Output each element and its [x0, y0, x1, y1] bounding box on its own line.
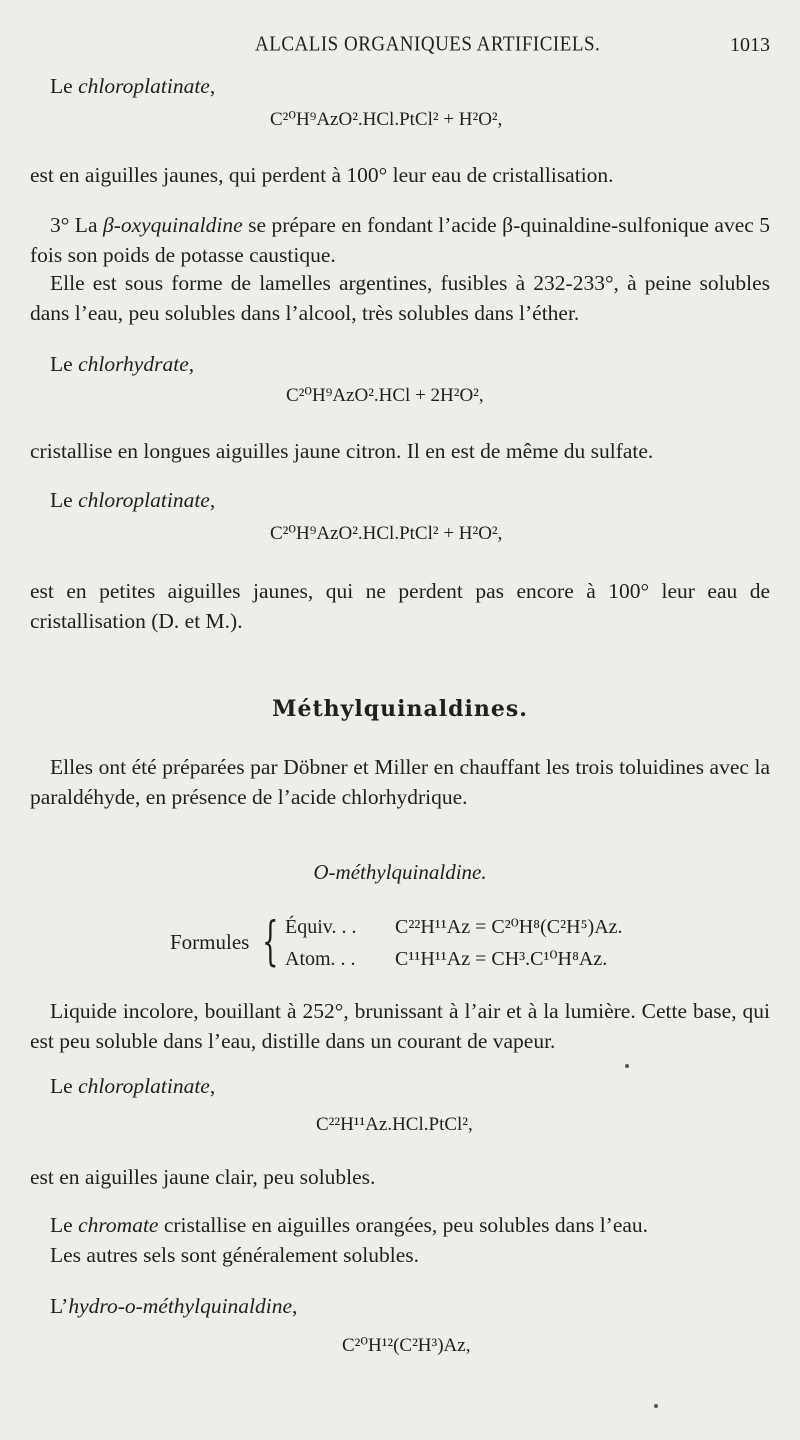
- chloroplatinate-label: Le chloroplatinate,: [50, 1074, 216, 1098]
- formula-row: Atom. . . C¹¹H¹¹Az = CH³.C¹⁰H⁸Az.: [285, 948, 608, 970]
- formulas-table: [170, 912, 670, 982]
- paragraph: est en aiguilles jaune clair, peu solubles.: [30, 1165, 376, 1189]
- page-header: [0, 28, 800, 58]
- paper-speck: [654, 1404, 658, 1408]
- paragraph-beta-oxyquinaldine: 3° La β-oxyquinaldine se prépare en fondant l’acide β-quinaldine-sulfonique avec 5 fois son poids de potasse caustique.: [30, 213, 771, 267]
- formulas-label: Formules: [170, 930, 250, 954]
- brace-icon: {: [262, 912, 279, 972]
- paper-speck: [625, 1064, 629, 1068]
- paragraph: Elle est sous forme de lamelles argentines, fusibles à 232-233°, à peine solubles dans l’eau, peu solubles dans l’alcool, très solubles dans l’éther.: [30, 271, 770, 325]
- formula-row: Équiv. . . C²²H¹¹Az = C²⁰H⁸(C²H⁵)Az.: [285, 916, 623, 938]
- chlorhydrate-label: Le chlorhydrate,: [50, 352, 195, 376]
- hydro-formula: C²⁰H¹²(C²H³)Az,: [342, 1335, 471, 1356]
- chloroplatinate-label: Le chloroplatinate,: [50, 74, 216, 98]
- paragraph: est en petites aiguilles jaunes, qui ne perdent pas encore à 100° leur eau de cristallisation (D. et M.).: [30, 579, 770, 633]
- paragraph-chromate: Le chromate cristallise en aiguilles orangées, peu solubles dans l’eau.: [50, 1213, 649, 1237]
- chlorhydrate-formula: C²⁰H⁹AzO².HCl + 2H²O²,: [286, 385, 484, 406]
- chloroplatinate-formula: C²⁰H⁹AzO².HCl.PtCl² + H²O²,: [270, 523, 503, 544]
- paragraph: Elles ont été préparées par Döbner et Miller en chauffant les trois toluidines avec la paraldéhyde, en présence de l’acide chlorhydrique.: [30, 755, 770, 809]
- subsection-title: O-méthylquinaldine.: [313, 860, 487, 884]
- section-title: Méthylquinaldines.: [272, 696, 528, 722]
- page-number: 1013: [730, 34, 770, 56]
- paragraph: Liquide incolore, bouillant à 252°, brunissant à l’air et à la lumière. Cette base, qui est peu soluble dans l’eau, distille dans un courant de vapeur.: [30, 999, 770, 1053]
- chloroplatinate-label: Le chloroplatinate,: [50, 488, 216, 512]
- paragraph: Les autres sels sont généralement solubles.: [50, 1243, 419, 1267]
- running-title: ALCALIS ORGANIQUES ARTIFICIELS.: [255, 32, 601, 56]
- paragraph: cristallise en longues aiguilles jaune citron. Il en est de même du sulfate.: [30, 439, 654, 463]
- chloroplatinate-formula: C²²H¹¹Az.HCl.PtCl²,: [316, 1114, 473, 1135]
- paragraph: est en aiguilles jaunes, qui perdent à 100° leur eau de cristallisation.: [30, 163, 614, 187]
- chloroplatinate-formula: C²⁰H⁹AzO².HCl.PtCl² + H²O²,: [270, 109, 503, 130]
- hydro-label: L’hydro-o-méthylquinaldine,: [50, 1294, 298, 1318]
